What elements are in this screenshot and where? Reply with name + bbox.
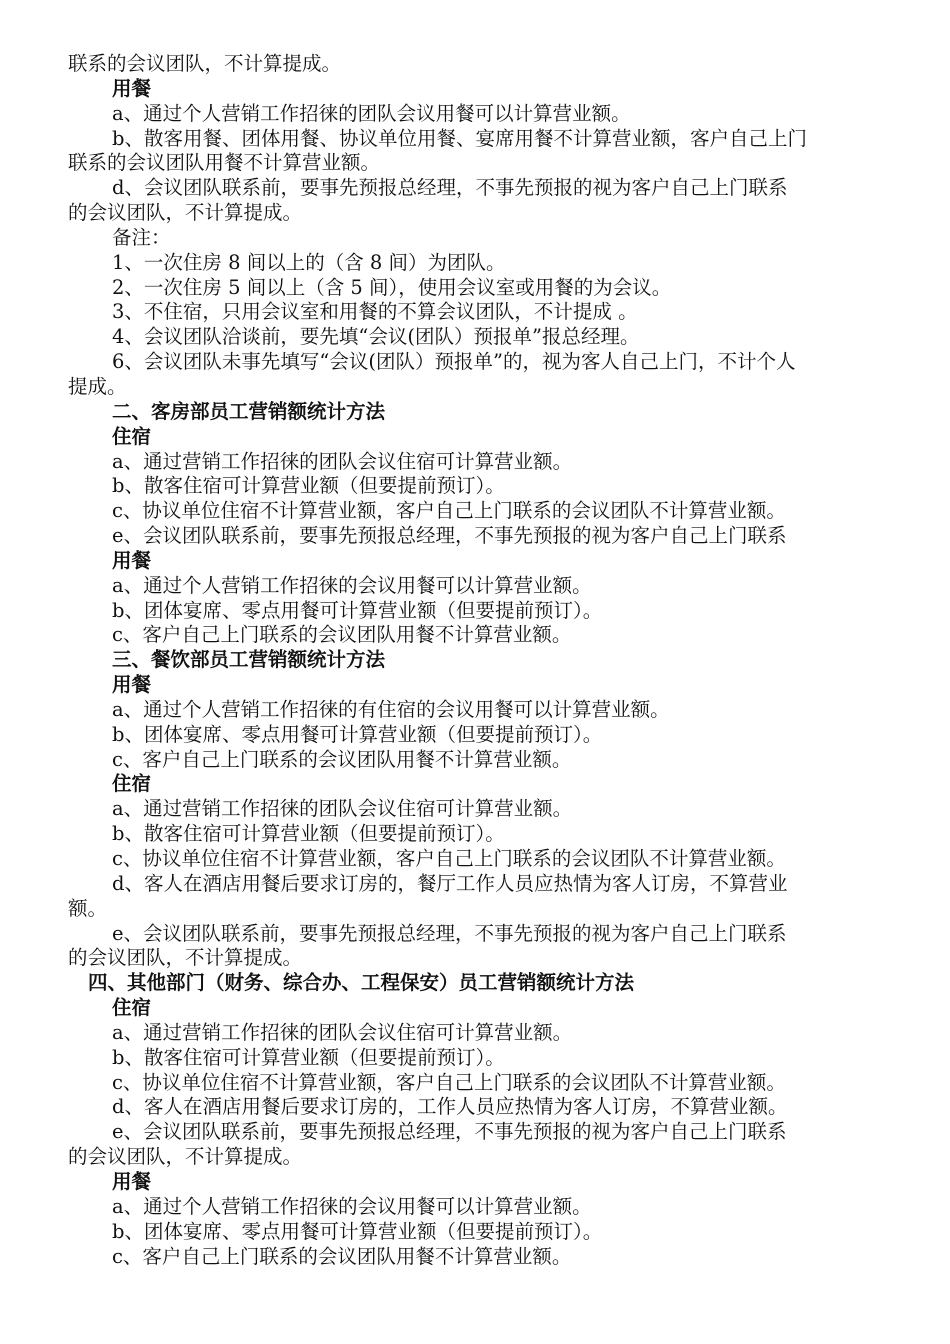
paragraph-line: d、客人在酒店用餐后要求订房的，餐厅工作人员应热情为客人订房，不算营业 bbox=[112, 871, 788, 895]
section-heading: 二、客房部员工营销额统计方法 bbox=[112, 399, 386, 423]
section-heading: 用餐 bbox=[112, 76, 152, 100]
paragraph-line: a、通过营销工作招徕的团队会议住宿可计算营业额。 bbox=[112, 797, 573, 821]
paragraph-line: c、协议单位住宿不计算营业额，客户自己上门联系的会议团队不计算营业额。 bbox=[112, 499, 786, 523]
paragraph-line: a、通过营销工作招徕的团队会议住宿可计算营业额。 bbox=[112, 1020, 573, 1044]
paragraph-line: 2、一次住房 5 间以上（含 5 间），使用会议室或用餐的为会议。 bbox=[112, 275, 672, 299]
section-heading: 三、餐饮部员工营销额统计方法 bbox=[112, 648, 386, 672]
paragraph-line: 备注： bbox=[112, 225, 171, 249]
section-heading: 四、其他部门（财务、综合办、工程保安）员工营销额统计方法 bbox=[88, 971, 635, 995]
section-heading: 用餐 bbox=[112, 673, 152, 697]
section-heading: 住宿 bbox=[112, 772, 152, 796]
paragraph-line: 提成。 bbox=[68, 374, 127, 398]
paragraph-line: 的会议团队，不计算提成。 bbox=[68, 1145, 303, 1169]
paragraph-line: b、团体宴席、零点用餐可计算营业额（但要提前预订）。 bbox=[112, 722, 603, 746]
paragraph-line: 6、会议团队未事先填写“会议(团队）预报单”的，视为客人自己上门，不计个人 bbox=[112, 350, 796, 374]
paragraph-line: 的会议团队，不计算提成。 bbox=[68, 201, 303, 225]
section-heading: 住宿 bbox=[112, 996, 152, 1020]
paragraph-line: 4、会议团队洽谈前，要先填“会议(团队）预报单”报总经理。 bbox=[112, 325, 640, 349]
paragraph-line: a、通过个人营销工作招徕的有住宿的会议用餐可以计算营业额。 bbox=[112, 697, 670, 721]
paragraph-line: 额。 bbox=[68, 896, 108, 920]
paragraph-line: c、客户自己上门联系的会议团队用餐不计算营业额。 bbox=[112, 1244, 572, 1268]
paragraph-line: c、协议单位住宿不计算营业额，客户自己上门联系的会议团队不计算营业额。 bbox=[112, 847, 786, 870]
paragraph-line: 的会议团队，不计算提成。 bbox=[68, 946, 303, 970]
paragraph-line: b、散客住宿可计算营业额（但要提前预订）。 bbox=[112, 822, 505, 846]
paragraph-line: b、散客用餐、团体用餐、协议单位用餐、宴席用餐不计算营业额，客户自己上门 bbox=[112, 126, 807, 150]
paragraph-line: 1、一次住房 8 间以上的（含 8 间）为团队。 bbox=[112, 250, 506, 274]
section-heading: 用餐 bbox=[112, 1169, 152, 1193]
paragraph-line: 联系的会议团队用餐不计算营业额。 bbox=[68, 151, 381, 175]
paragraph-line: b、团体宴席、零点用餐可计算营业额（但要提前预订）。 bbox=[112, 1219, 603, 1243]
paragraph-line: d、客人在酒店用餐后要求订房的，工作人员应热情为客人订房，不算营业额。 bbox=[112, 1095, 788, 1119]
paragraph-line: a、通过个人营销工作招徕的团队会议用餐可以计算营业额。 bbox=[112, 101, 631, 125]
paragraph-line: d、会议团队联系前，要事先预报总经理，不事先预报的视为客户自己上门联系 bbox=[112, 176, 788, 200]
paragraph-line: 联系的会议团队，不计算提成。 bbox=[68, 52, 342, 75]
paragraph-line: e、会议团队联系前，要事先预报总经理，不事先预报的视为客户自己上门联系 bbox=[112, 524, 787, 548]
document-body bbox=[68, 52, 880, 1269]
paragraph-line: b、散客住宿可计算营业额（但要提前预订）。 bbox=[112, 474, 505, 498]
section-heading: 住宿 bbox=[112, 424, 152, 448]
paragraph-line: a、通过个人营销工作招徕的会议用餐可以计算营业额。 bbox=[112, 1194, 592, 1218]
paragraph-line: 3、不住宿，只用会议室和用餐的不算会议团队，不计提成 。 bbox=[112, 300, 638, 324]
paragraph-line: a、通过营销工作招徕的团队会议住宿可计算营业额。 bbox=[112, 449, 573, 473]
paragraph-line: c、客户自己上门联系的会议团队用餐不计算营业额。 bbox=[112, 747, 572, 771]
section-heading: 用餐 bbox=[112, 548, 152, 572]
paragraph-line: e、会议团队联系前，要事先预报总经理，不事先预报的视为客户自己上门联系 bbox=[112, 921, 787, 945]
paragraph-line: e、会议团队联系前，要事先预报总经理，不事先预报的视为客户自己上门联系 bbox=[112, 1120, 787, 1144]
paragraph-line: b、团体宴席、零点用餐可计算营业额（但要提前预订）。 bbox=[112, 598, 603, 622]
paragraph-line: b、散客住宿可计算营业额（但要提前预订）。 bbox=[112, 1045, 505, 1069]
paragraph-line: c、协议单位住宿不计算营业额，客户自己上门联系的会议团队不计算营业额。 bbox=[112, 1070, 786, 1094]
paragraph-line: a、通过个人营销工作招徕的会议用餐可以计算营业额。 bbox=[112, 573, 592, 597]
paragraph-line: c、客户自己上门联系的会议团队用餐不计算营业额。 bbox=[112, 623, 572, 647]
